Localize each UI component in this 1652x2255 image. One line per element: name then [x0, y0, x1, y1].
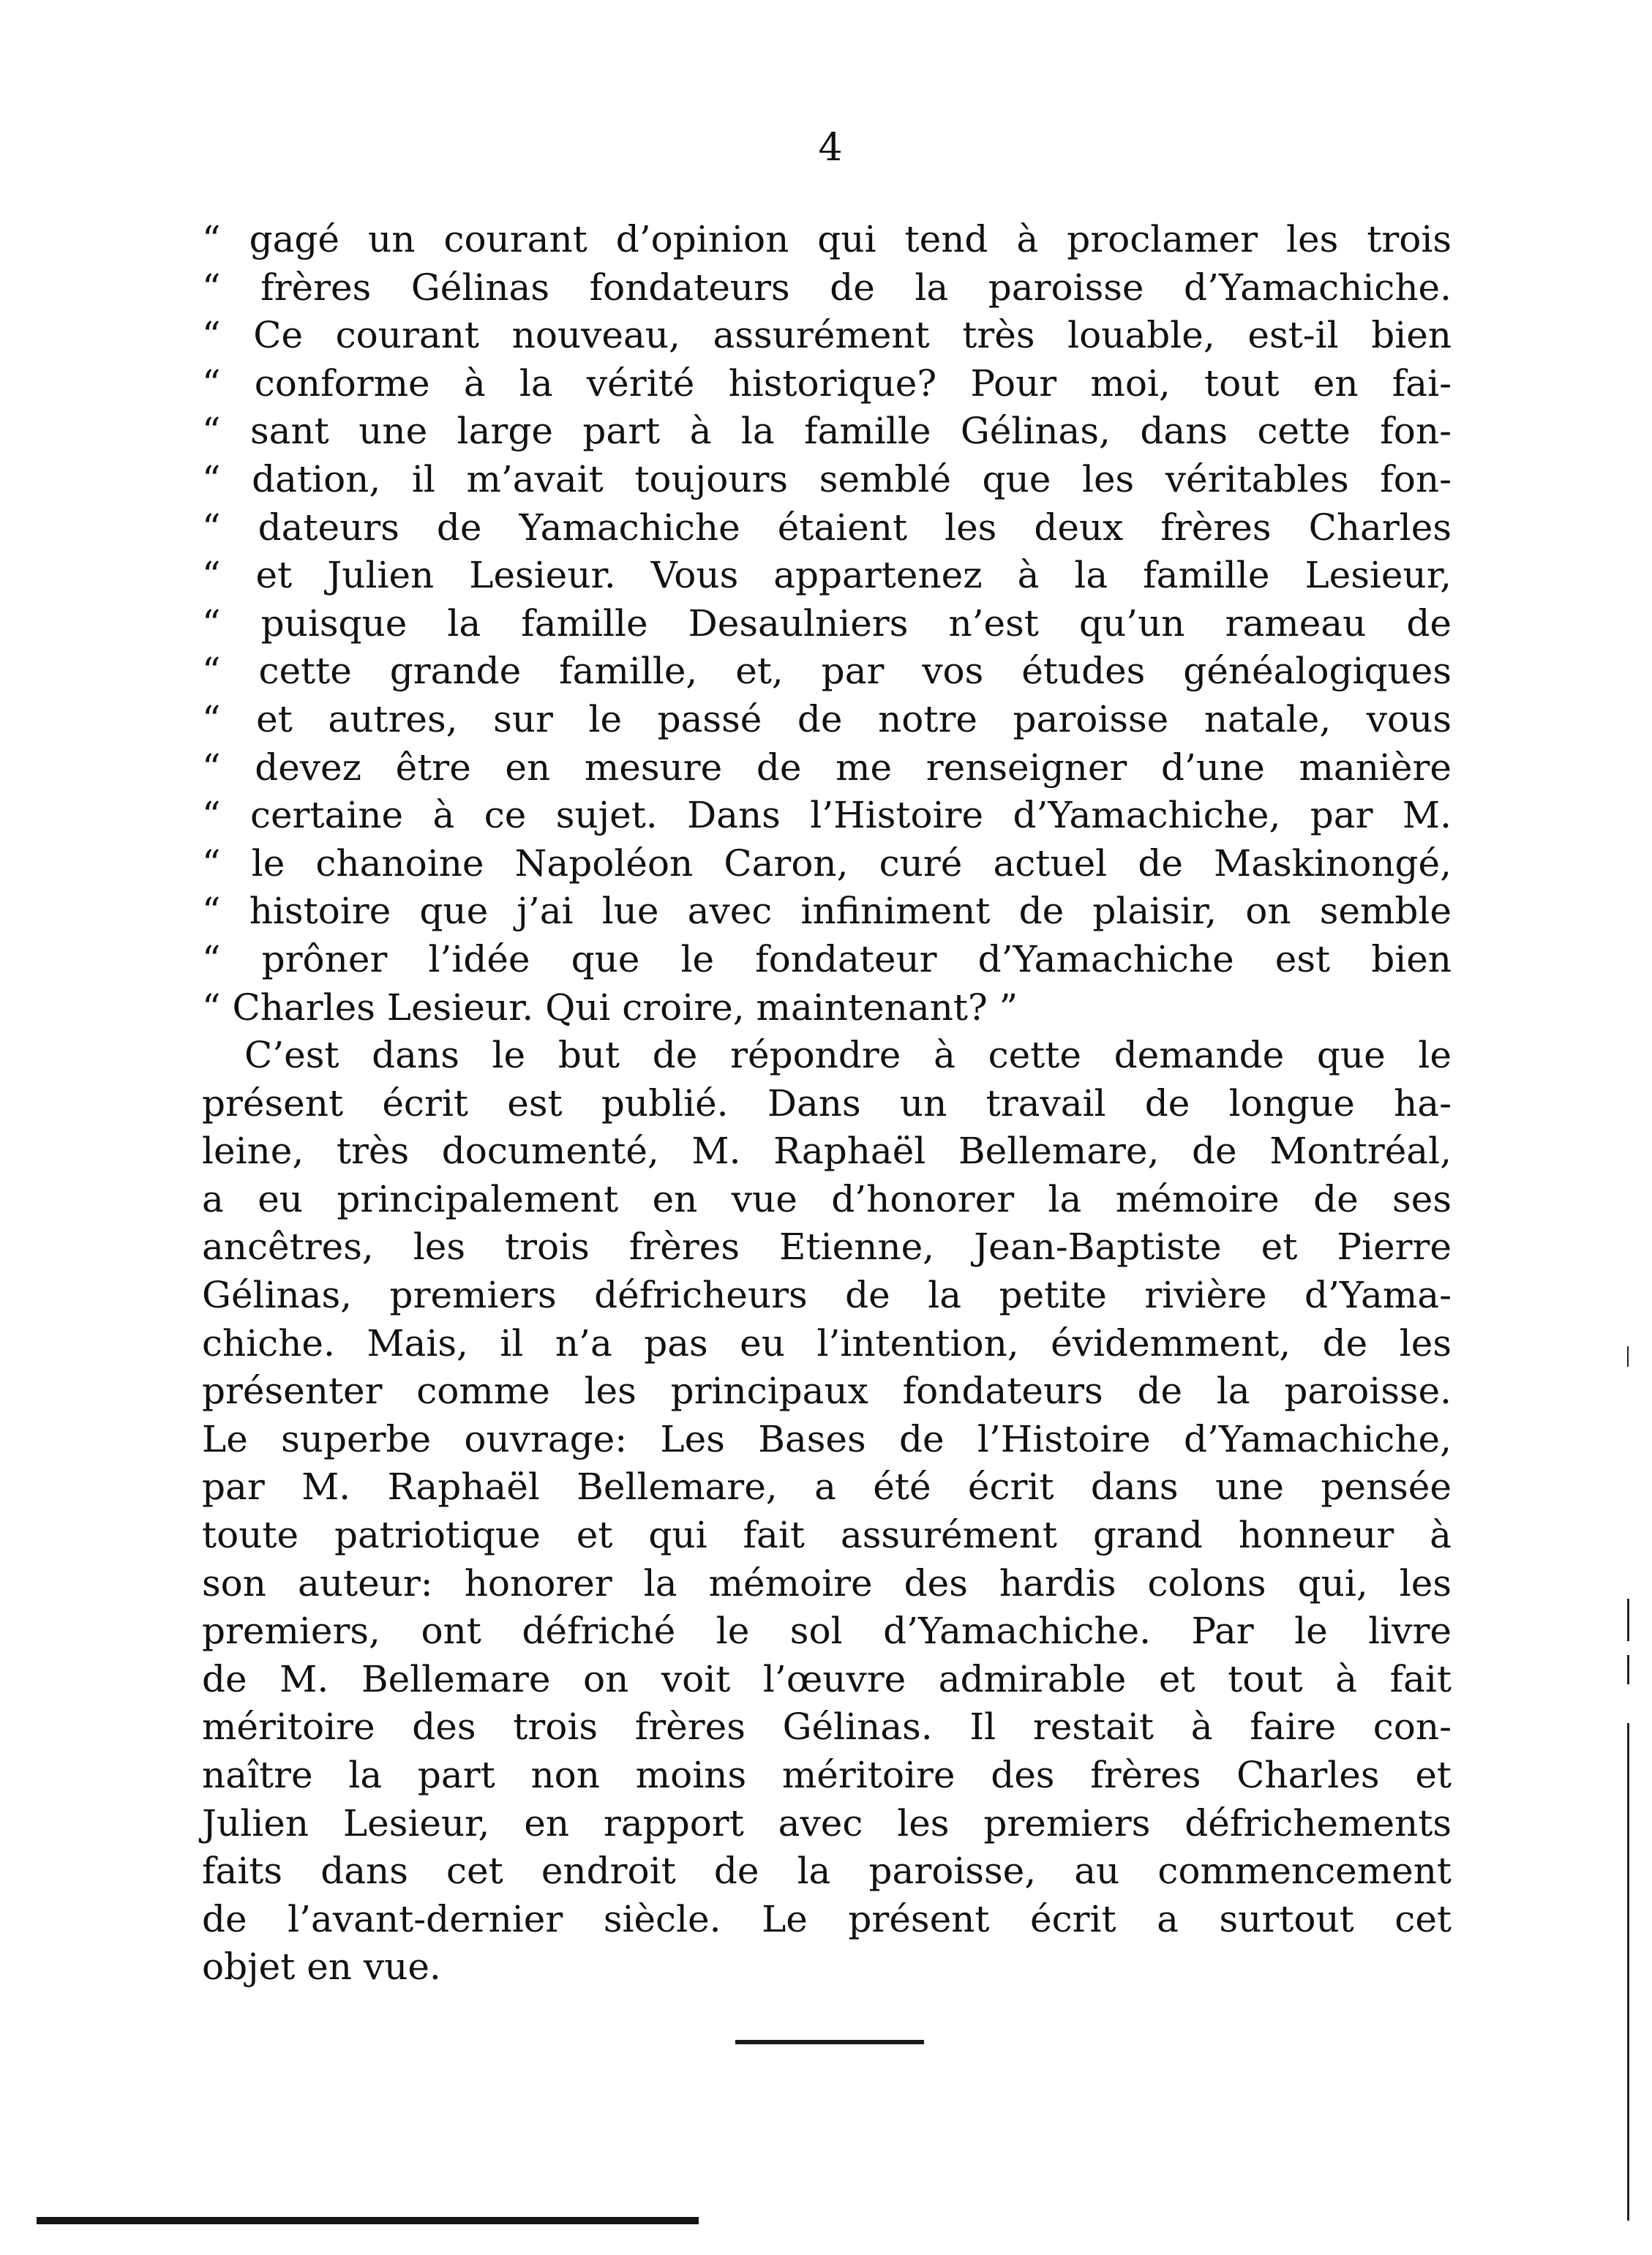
body-line: méritoire des trois frères Gélinas. Il restait à faire con-: [202, 1706, 1452, 1749]
body-line: naître la part non moins méritoire des frères Charles et: [202, 1754, 1452, 1796]
body-line: de l’avant-dernier siècle. Le présent écrit a surtout cet: [202, 1897, 1452, 1940]
margin-mark: [1627, 1655, 1629, 1684]
body-line: “ frères Gélinas fondateurs de la paroisse d’Yamachiche.: [202, 266, 1452, 309]
body-line: objet en vue.: [202, 1946, 441, 1989]
body-line: “ sant une large part à la famille Gélinas, dans cette fon-: [202, 410, 1452, 453]
body-line: faits dans cet endroit de la paroisse, au commencement: [202, 1850, 1452, 1893]
body-text: [202, 216, 1452, 1992]
body-line: “ prôner l’idée que le fondateur d’Yamachiche est bien: [202, 937, 1452, 980]
body-line: “ histoire que j’ai lue avec infiniment de plaisir, on semble: [202, 890, 1452, 933]
body-line: “ Charles Lesieur. Qui croire, maintenant? ”: [202, 986, 1018, 1029]
body-line: toute patriotique et qui fait assurément grand honneur à: [202, 1514, 1452, 1557]
body-line: ancêtres, les trois frères Etienne, Jean-Baptiste et Pierre: [202, 1226, 1452, 1269]
margin-mark: [1627, 1346, 1629, 1367]
body-line: “ cette grande famille, et, par vos études généalogiques: [202, 650, 1452, 693]
body-line: de M. Bellemare on voit l’œuvre admirable et tout à fait: [202, 1657, 1452, 1700]
body-line: Gélinas, premiers défricheurs de la petite rivière d’Yama-: [202, 1274, 1452, 1317]
body-line: “ devez être en mesure de me renseigner d’une manière: [202, 746, 1452, 789]
page-edge-rule: [37, 2217, 699, 2224]
body-line: C’est dans le but de répondre à cette demande que le: [244, 1034, 1452, 1077]
body-line: “ dateurs de Yamachiche étaient les deux frères Charles: [202, 506, 1452, 549]
body-line: présent écrit est publié. Dans un travail de longue ha-: [202, 1081, 1452, 1125]
body-line: leine, très documenté, M. Raphaël Bellemare, de Montréal,: [202, 1130, 1452, 1173]
body-line: “ Ce courant nouveau, assurément très louable, est-il bien: [202, 314, 1452, 357]
body-line: chiche. Mais, il n’a pas eu l’intention, évidemment, de les: [202, 1321, 1452, 1365]
page-number: 4: [818, 126, 843, 170]
body-line: “ dation, il m’avait toujours semblé que les véritables fon-: [202, 457, 1452, 500]
body-line: “ conforme à la vérité historique? Pour moi, tout en fai-: [202, 361, 1452, 405]
body-line: “ certaine à ce sujet. Dans l’Histoire d’Yamachiche, par M.: [202, 794, 1452, 837]
body-line: son auteur: honorer la mémoire des hardis colons qui, les: [202, 1561, 1452, 1605]
body-line: a eu principalement en vue d’honorer la mémoire de ses: [202, 1177, 1452, 1220]
body-line: par M. Raphaël Bellemare, a été écrit dans une pensée: [202, 1466, 1452, 1509]
body-line: “ le chanoine Napoléon Caron, curé actuel de Maskinongé,: [202, 841, 1452, 885]
body-line: premiers, ont défriché le sol d’Yamachiche. Par le livre: [202, 1610, 1452, 1653]
body-line: “ gagé un courant d’opinion qui tend à proclamer les trois: [202, 218, 1452, 260]
body-line: “ et autres, sur le passé de notre paroisse natale, vous: [202, 697, 1452, 740]
margin-mark: [1627, 1723, 1629, 2221]
body-line: Julien Lesieur, en rapport avec les premiers défrichements: [202, 1801, 1452, 1845]
body-line: Le superbe ouvrage: Les Bases de l’Histoire d’Yamachiche,: [202, 1417, 1452, 1460]
margin-mark: [1627, 1599, 1629, 1641]
body-line: présenter comme les principaux fondateurs de la paroisse.: [202, 1370, 1452, 1413]
body-line: “ et Julien Lesieur. Vous appartenez à la famille Lesieur,: [202, 554, 1452, 597]
body-line: “ puisque la famille Desaulniers n’est qu’un rameau de: [202, 601, 1452, 645]
section-separator-rule: [735, 2040, 924, 2044]
